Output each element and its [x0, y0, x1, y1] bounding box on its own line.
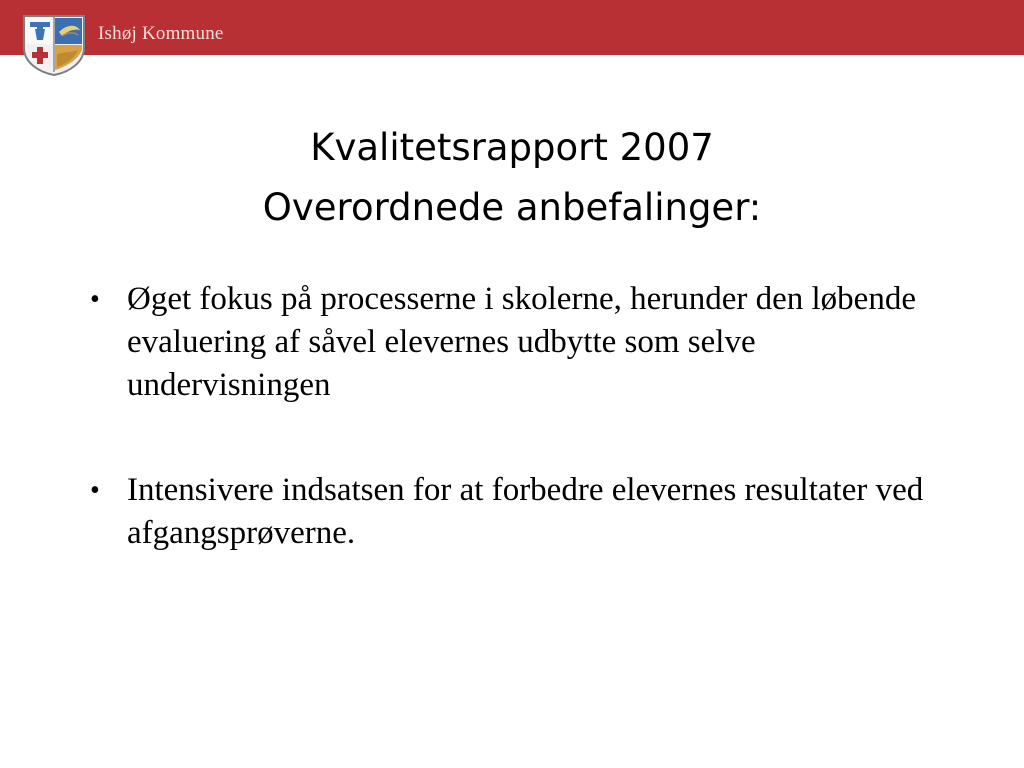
slide-title [0, 118, 1024, 238]
municipality-name: Ishøj Kommune [98, 23, 224, 44]
bullet-icon: • [90, 475, 100, 506]
recommendation-text: Intensivere indsatsen for at forbedre elevernes resultater ved afgangsprøverne. [127, 472, 924, 551]
recommendation-text: Øget fokus på processerne i skolerne, herunder den løbende evaluering af såvel elevernes udbytte som selve undervisningen [127, 281, 916, 403]
recommendation-item [90, 469, 950, 555]
slide-title-line-2: Overordnede anbefalinger: [262, 186, 762, 229]
recommendation-item [90, 278, 950, 407]
bullet-icon: • [90, 284, 100, 315]
recommendation-list [90, 278, 950, 555]
coat-of-arms-icon [22, 14, 86, 76]
slide-title-line-1: Kvalitetsrapport 2007 [310, 126, 714, 169]
